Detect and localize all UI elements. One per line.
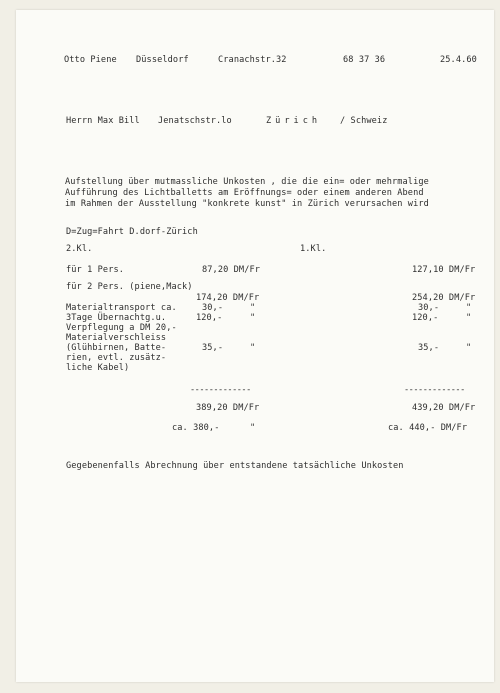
ditto-mark: " bbox=[466, 303, 472, 313]
cable-label-1: rien, evtl. zusätz- bbox=[66, 353, 167, 363]
class-1-heading: 1.Kl. bbox=[300, 244, 327, 254]
two-person-class-2: 174,20 DM/Fr bbox=[196, 293, 260, 303]
class-2-heading: 2.Kl. bbox=[66, 244, 93, 254]
two-person-label: für 2 Pers. (piene,Mack) bbox=[66, 282, 193, 292]
letter-date: 25.4.60 bbox=[440, 55, 477, 65]
recipient-city: Zürich bbox=[266, 116, 322, 126]
sender-phone: 68 37 36 bbox=[343, 55, 386, 65]
trip-description: D=Zug=Fahrt D.dorf-Zürich bbox=[66, 227, 198, 237]
subject-line-1: Aufstellung über mutmassliche Unkosten , die die ein= oder mehrmalige bbox=[65, 177, 429, 187]
total-class-1: 439,20 DM/Fr bbox=[412, 403, 476, 413]
letter-sheet bbox=[16, 10, 494, 682]
meals-label: Verpflegung a DM 20,- bbox=[66, 323, 177, 333]
approx-class-1: ca. 440,- DM/Fr bbox=[388, 423, 468, 433]
material-class-2: 30,- bbox=[202, 303, 224, 313]
ditto-mark: " bbox=[466, 313, 472, 323]
material-label: Materialtransport ca. bbox=[66, 303, 177, 313]
closing-note: Gegebenenfalls Abrechnung über entstandene tatsächliche Unkosten bbox=[66, 461, 404, 471]
recipient-country: / Schweiz bbox=[340, 116, 388, 126]
one-person-label: für 1 Pers. bbox=[66, 265, 125, 275]
stay-class-1: 120,- bbox=[412, 313, 439, 323]
subject-line-2: Aufführung des Lichtballetts am Eröffnungs= oder einem anderen Abend bbox=[65, 188, 424, 198]
one-person-class-1: 127,10 DM/Fr bbox=[412, 265, 476, 275]
sender-street: Cranachstr.32 bbox=[218, 55, 287, 65]
one-person-class-2: 87,20 DM/Fr bbox=[202, 265, 261, 275]
ditto-mark: " bbox=[250, 343, 256, 353]
stay-label: 3Tage Übernachtg.u. bbox=[66, 313, 167, 323]
material-class-1: 30,- bbox=[418, 303, 440, 313]
ditto-mark: " bbox=[250, 303, 256, 313]
ditto-mark: " bbox=[466, 343, 472, 353]
wear-label: Materialverschleiss bbox=[66, 333, 167, 343]
recipient-street: Jenatschstr.lo bbox=[158, 116, 232, 126]
stay-class-2: 120,- bbox=[196, 313, 223, 323]
sender-city: Düsseldorf bbox=[136, 55, 189, 65]
total-class-2: 389,20 DM/Fr bbox=[196, 403, 260, 413]
bulbs-label: (Glühbirnen, Batte- bbox=[66, 343, 167, 353]
bulbs-class-2: 35,- bbox=[202, 343, 224, 353]
cable-label-2: liche Kabel) bbox=[66, 363, 130, 373]
ditto-mark: " bbox=[250, 313, 256, 323]
bulbs-class-1: 35,- bbox=[418, 343, 440, 353]
ditto-mark: " bbox=[250, 423, 256, 433]
approx-class-2: ca. 380,- bbox=[172, 423, 220, 433]
sum-rule-class-2: ------------- bbox=[190, 385, 251, 395]
sum-rule-class-1: ------------- bbox=[404, 385, 465, 395]
two-person-class-1: 254,20 DM/Fr bbox=[412, 293, 476, 303]
recipient-name: Herrn Max Bill bbox=[66, 116, 140, 126]
sender-name: Otto Piene bbox=[64, 55, 117, 65]
subject-line-3: im Rahmen der Ausstellung "konkrete kunst" in Zürich verursachen wird bbox=[65, 199, 429, 209]
